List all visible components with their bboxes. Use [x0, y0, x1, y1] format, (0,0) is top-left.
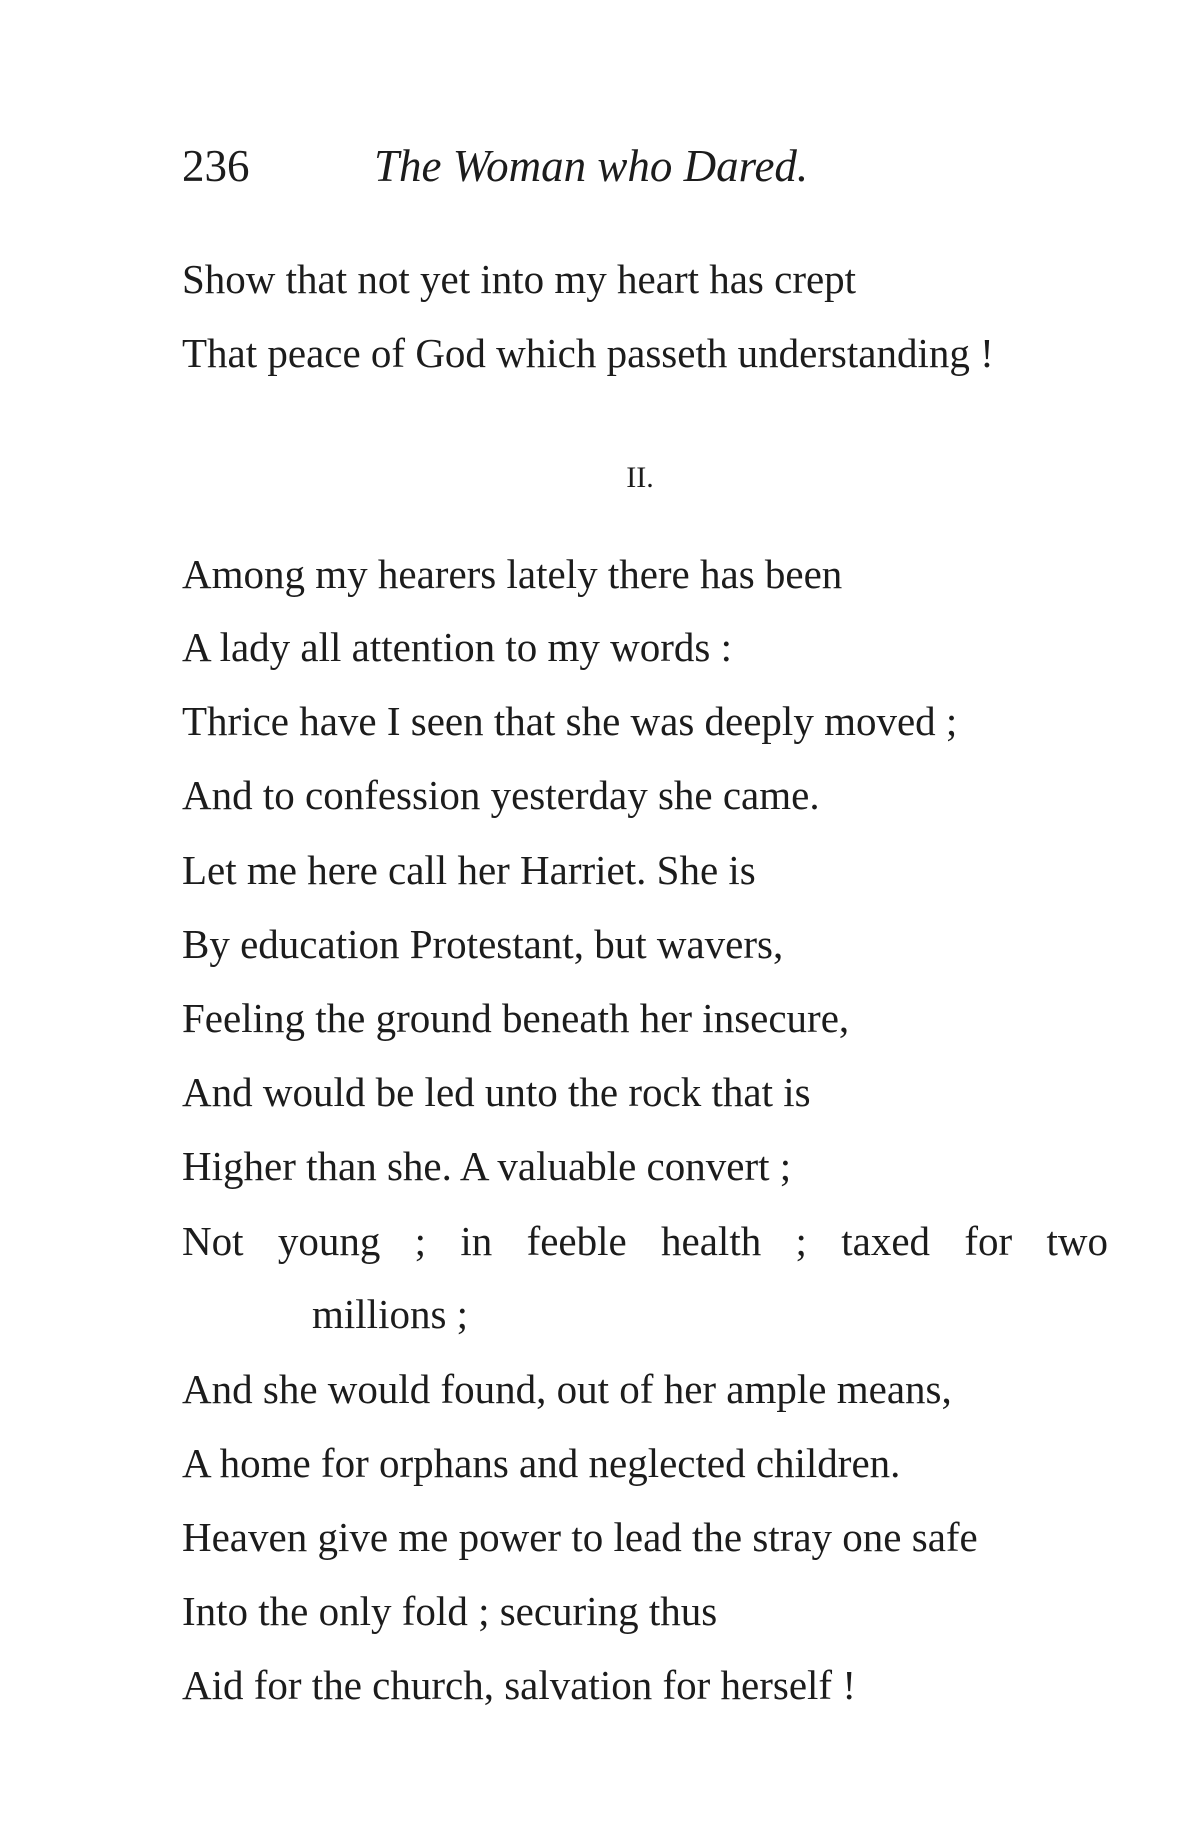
poem-line: And to confession yesterday she came. — [182, 772, 820, 818]
poem-line: Higher than she. A valuable convert ; — [182, 1143, 792, 1189]
poem-line: Aid for the church, salvation for herself ! — [182, 1662, 856, 1708]
poem-line: Let me here call her Harriet. She is — [182, 847, 756, 893]
poem-line: Into the only fold ; securing thus — [182, 1588, 718, 1634]
section-number: II. — [626, 461, 654, 494]
poem-line: Among my hearers lately there has been — [182, 551, 843, 597]
poem-line: Show that not yet into my heart has crept — [182, 256, 857, 302]
poem-line: Thrice have I seen that she was deeply moved ; — [182, 698, 958, 744]
poem-line: By education Protestant, but wavers, — [182, 921, 784, 967]
running-head — [182, 136, 1082, 196]
poem-line: And would be led unto the rock that is — [182, 1069, 811, 1115]
poem-line-continuation: millions ; — [312, 1291, 469, 1337]
page-number: 236 — [182, 141, 250, 191]
poem-line: Feeling the ground beneath her insecure, — [182, 995, 850, 1041]
running-title: The Woman who Dared. — [374, 141, 809, 191]
poem-line: A lady all attention to my words : — [182, 624, 733, 670]
poem-line: That peace of God which passeth understanding ! — [182, 330, 994, 376]
poem-line: Not young ; in feeble health ; taxed for two — [182, 1218, 1108, 1264]
poem-line: A home for orphans and neglected children. — [182, 1440, 901, 1486]
poem-line: Heaven give me power to lead the stray one safe — [182, 1514, 978, 1560]
poem-line: And she would found, out of her ample means, — [182, 1366, 952, 1412]
